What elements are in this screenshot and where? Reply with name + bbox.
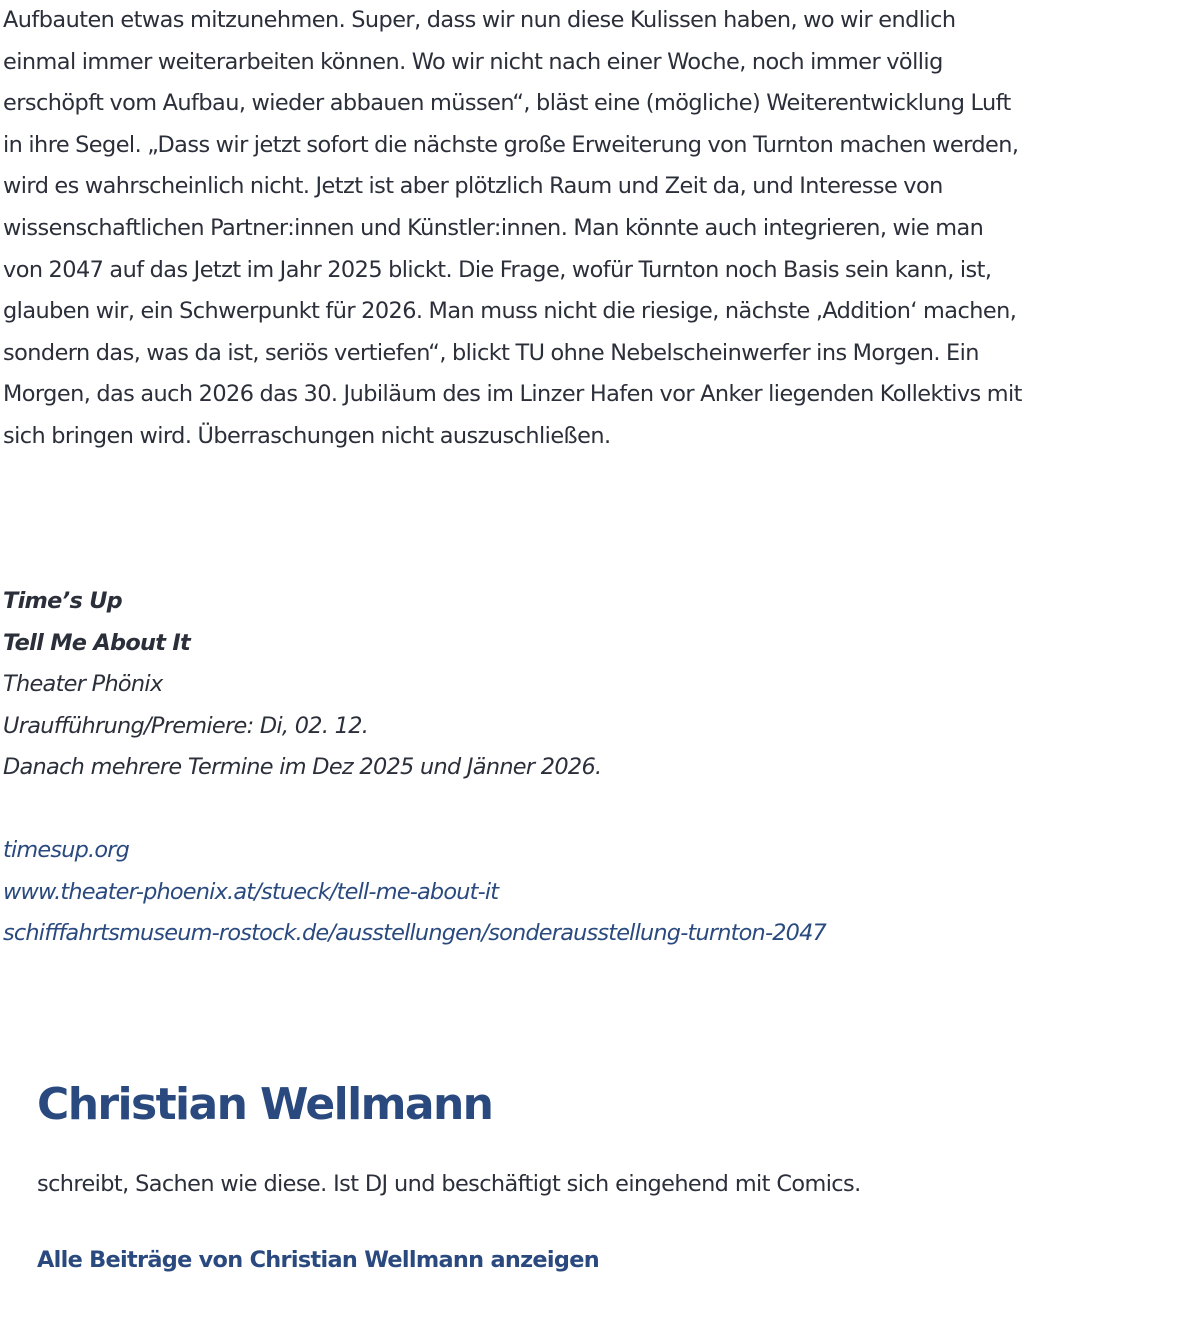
link-theater-phoenix[interactable]: www.theater-phoenix.at/stueck/tell-me-about-it: [3, 878, 499, 905]
link-schifffahrtsmuseum[interactable]: schifffahrtsmuseum-rostock.de/ausstellungen/sonderausstellung-turnton-2047: [3, 920, 827, 947]
event-venue: Theater Phönix: [3, 671, 163, 698]
paragraph-line: einmal immer weiterarbeiten können. Wo wir nicht nach einer Woche, noch immer völlig: [3, 48, 943, 75]
author-name: Christian Wellmann: [37, 1079, 493, 1130]
paragraph-line: wissenschaftlichen Partner:innen und Künstler:innen. Man könnte auch integrieren, wie man: [3, 214, 984, 241]
article-paragraph: [3, 0, 1200, 458]
event-further-dates: Danach mehrere Termine im Dez 2025 und Jänner 2026.: [3, 754, 602, 781]
author-box: [37, 1070, 1157, 1273]
paragraph-line: erschöpft vom Aufbau, wieder abbauen müssen“, bläst eine (mögliche) Weiterentwicklung Luft: [3, 90, 1011, 117]
paragraph-line: sich bringen wird. Überraschungen nicht auszuschließen.: [3, 422, 611, 449]
event-info: [3, 581, 601, 789]
paragraph-line: von 2047 auf das Jetzt im Jahr 2025 blickt. Die Frage, wofür Turnton noch Basis sein kann, ist,: [3, 256, 992, 283]
paragraph-line: Aufbauten etwas mitzunehmen. Super, dass wir nun diese Kulissen haben, wo wir endlich: [3, 7, 956, 33]
paragraph-line: glauben wir, ein Schwerpunkt für 2026. Man muss nicht die riesige, nächste ‚Addition‘ machen,: [3, 298, 1017, 325]
paragraph-line: wird es wahrscheinlich nicht. Jetzt ist aber plötzlich Raum und Zeit da, und Interesse von: [3, 173, 943, 200]
paragraph-line: sondern das, was da ist, seriös vertiefen“, blickt TU ohne Nebelscheinwerfer ins Morgen. Ein: [3, 339, 979, 366]
paragraph-line: Morgen, das auch 2026 das 30. Jubiläum des im Linzer Hafen vor Anker liegenden Kollektivs mit: [3, 381, 1022, 408]
all-posts-link[interactable]: Alle Beiträge von Christian Wellmann anzeigen: [37, 1247, 599, 1273]
event-group: Time’s Up: [3, 588, 123, 614]
event-premiere: Uraufführung/Premiere: Di, 02. 12.: [3, 712, 369, 739]
link-timesup[interactable]: timesup.org: [3, 837, 130, 863]
related-links: [3, 830, 826, 955]
author-bio: schreibt, Sachen wie diese. Ist DJ und beschäftigt sich eingehend mit Comics.: [37, 1171, 861, 1197]
paragraph-line: in ihre Segel. „Dass wir jetzt sofort die nächste große Erweiterung von Turnton machen werden,: [3, 131, 1019, 158]
event-title: Tell Me About It: [3, 629, 190, 656]
